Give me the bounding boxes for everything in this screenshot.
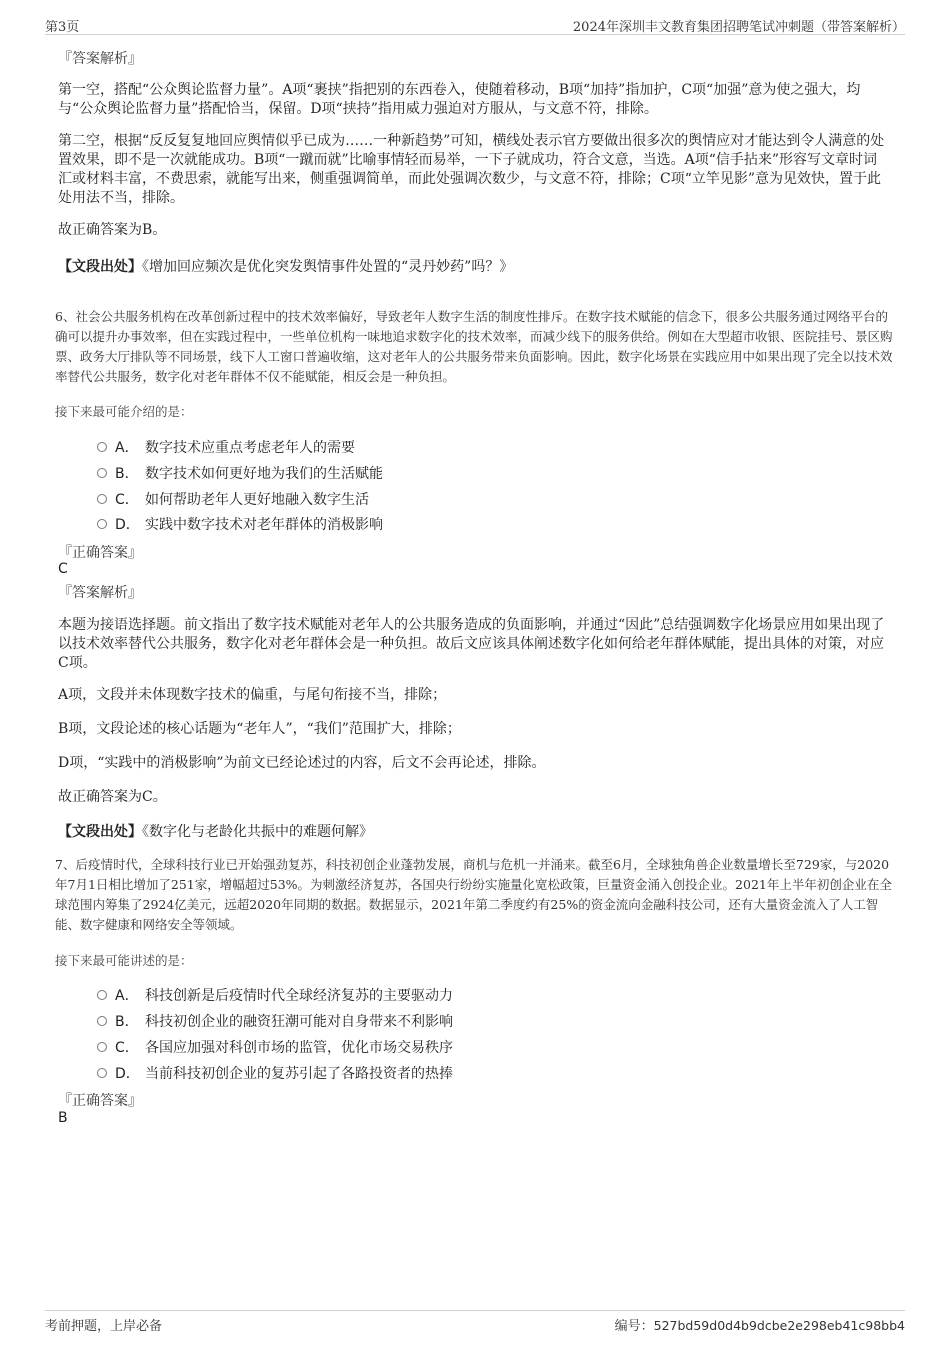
radio-icon[interactable] — [97, 494, 107, 504]
source-label: 【文段出处】 — [58, 259, 142, 275]
page-number: 第3页 — [45, 20, 80, 35]
option-letter: D． — [115, 517, 140, 533]
analysis-paragraph-1: 本题为接语选择题。前文指出了数字技术赋能对老年人的公共服务造成的负面影响，并通过“因此”总结强调数字化场景应用如果出现了以技术效率替代公共服务，数字化对老年群体会是一种负担。故后文应该具体阐述数字化如何给老年群体赋能，提出具体的对策，对应C项。 — [58, 617, 885, 671]
option-letter: B． — [115, 1014, 139, 1030]
analysis-paragraph-1: 第一空，搭配“公众舆论监督力量”。A项“裹挟”指把别的东西卷入，使随着移动，B项“加持”指加护，C项“加强”意为使之强大，均与“公众舆论监督力量”搭配恰当，保留。D项“挟持”指用威力强迫对方服从，与文意不符，排除。 — [58, 82, 861, 117]
option-text: 实践中数字技术对老年群体的消极影响 — [145, 517, 383, 533]
footer-slogan: 考前押题，上岸必备 — [45, 1319, 163, 1334]
analysis-paragraph-3: B项，文段论述的核心话题为“老年人”，“我们”范围扩大，排除； — [58, 721, 461, 737]
analysis-paragraph-2: A项，文段并未体现数字技术的偏重，与尾句衔接不当，排除； — [58, 687, 447, 703]
analysis-conclusion: 故正确答案为C。 — [58, 789, 167, 805]
option-letter: B． — [115, 466, 139, 482]
source-title: 《增加回应频次是优化突发舆情事件处置的“灵丹妙药”吗？》 — [142, 259, 514, 275]
analysis-paragraph-2: 第二空，根据“反反复复地回应舆情似乎已成为……一种新趋势”可知，横线处表示官方要做出很多次的舆情应对才能达到令人满意的处置效果，即不是一次就能成功。B项“一蹴而就”比喻事情轻而易举，一下子就成功，符合文意，当选。A项“信手拈来”形容写文章时词汇或材料丰富，不费思索，就能写出来，侧重强调简单，而此处强调次数少，与文意不符，排除；C项“立竿见影”意为见效快，置于此处用法不当，排除。 — [58, 133, 885, 206]
option-letter: C． — [115, 1040, 139, 1056]
radio-icon[interactable] — [97, 1016, 107, 1026]
document-code-label: 编号： — [614, 1319, 654, 1334]
radio-icon[interactable] — [97, 442, 107, 452]
correct-answer-value: C — [58, 561, 68, 577]
option-text: 如何帮助老年人更好地融入数字生活 — [145, 492, 369, 508]
document-code-value: 527bd59d0d4b9dcbe2e298eb41c98bb4 — [653, 1318, 905, 1333]
question-7-prompt: 接下来最可能讲述的是： — [55, 953, 193, 968]
document-code — [615, 1315, 905, 1334]
correct-answer-value: B — [58, 1110, 68, 1126]
radio-icon[interactable] — [97, 1042, 107, 1052]
radio-icon[interactable] — [97, 468, 107, 478]
option-letter: D． — [115, 1066, 140, 1082]
option-letter: C． — [115, 492, 139, 508]
option-text: 科技创新是后疫情时代全球经济复苏的主要驱动力 — [145, 988, 453, 1004]
option-text: 各国应加强对科创市场的监管，优化市场交易秩序 — [145, 1040, 453, 1056]
page-header — [45, 14, 905, 35]
option-text: 当前科技初创企业的复苏引起了各路投资者的热捧 — [145, 1066, 453, 1082]
source-citation — [58, 256, 513, 276]
radio-icon[interactable] — [97, 990, 107, 1000]
analysis-label: 『答案解析』 — [58, 51, 142, 67]
source-citation — [58, 821, 373, 841]
option-letter: A． — [115, 988, 139, 1004]
radio-icon[interactable] — [97, 519, 107, 529]
option-letter: A． — [115, 440, 139, 456]
source-label: 【文段出处】 — [58, 824, 142, 840]
source-title: 《数字化与老龄化共振中的难题何解》 — [142, 824, 373, 840]
option-text: 数字技术如何更好地为我们的生活赋能 — [145, 466, 383, 482]
page-footer — [45, 1310, 905, 1333]
correct-answer-label: 『正确答案』 — [58, 1093, 142, 1109]
option-text: 数字技术应重点考虑老年人的需要 — [145, 440, 355, 456]
question-7-text: 7、后疫情时代，全球科技行业已开始强劲复苏，科技初创企业蓬勃发展，商机与危机一并涌来。截至6月，全球独角兽企业数量增长至729家，与2020年7月1日相比增加了251家，增幅超过53%。为刺激经济复苏，各国央行纷纷实施量化宽松政策，巨量资金涌入创投企业。2021年上半年初创企业在全球范围内筹集了2924亿美元，远超2020年同期的数据。数据显示，2021年第二季度约有25%的资金流向金融科技公司，还有大量资金流入了人工智能、数字健康和网络安全等领域。 — [55, 857, 892, 932]
document-title: 2024年深圳丰文教育集团招聘笔试冲刺题（带答案解析） — [572, 20, 905, 35]
analysis-paragraph-4: D项，“实践中的消极影响”为前文已经论述过的内容，后文不会再论述，排除。 — [58, 755, 546, 771]
radio-icon[interactable] — [97, 1068, 107, 1078]
correct-answer-label: 『正确答案』 — [58, 545, 142, 561]
analysis-label: 『答案解析』 — [58, 585, 142, 601]
option-text: 科技初创企业的融资狂潮可能对自身带来不利影响 — [145, 1014, 453, 1030]
question-6-prompt: 接下来最可能介绍的是： — [55, 404, 193, 419]
analysis-conclusion: 故正确答案为B。 — [58, 222, 167, 238]
question-6-text: 6、社会公共服务机构在改革创新过程中的技术效率偏好，导致老年人数字生活的制度性排斥。在数字技术赋能的信念下，很多公共服务通过网络平台的确可以提升办事效率，但在实践过程中，一些单位机构一味地追求数字化的技术效率，而减少线下的服务供给。例如在大型超市收银、医院挂号、景区购票、政务大厅排队等不同场景，线下人工窗口普遍收缩，这对老年人的公共服务带来负面影响。因此，数字化场景在实践应用中如果出现了完全以技术效率替代公共服务，数字化对老年群体不仅不能赋能，相反会是一种负担。 — [55, 309, 893, 384]
